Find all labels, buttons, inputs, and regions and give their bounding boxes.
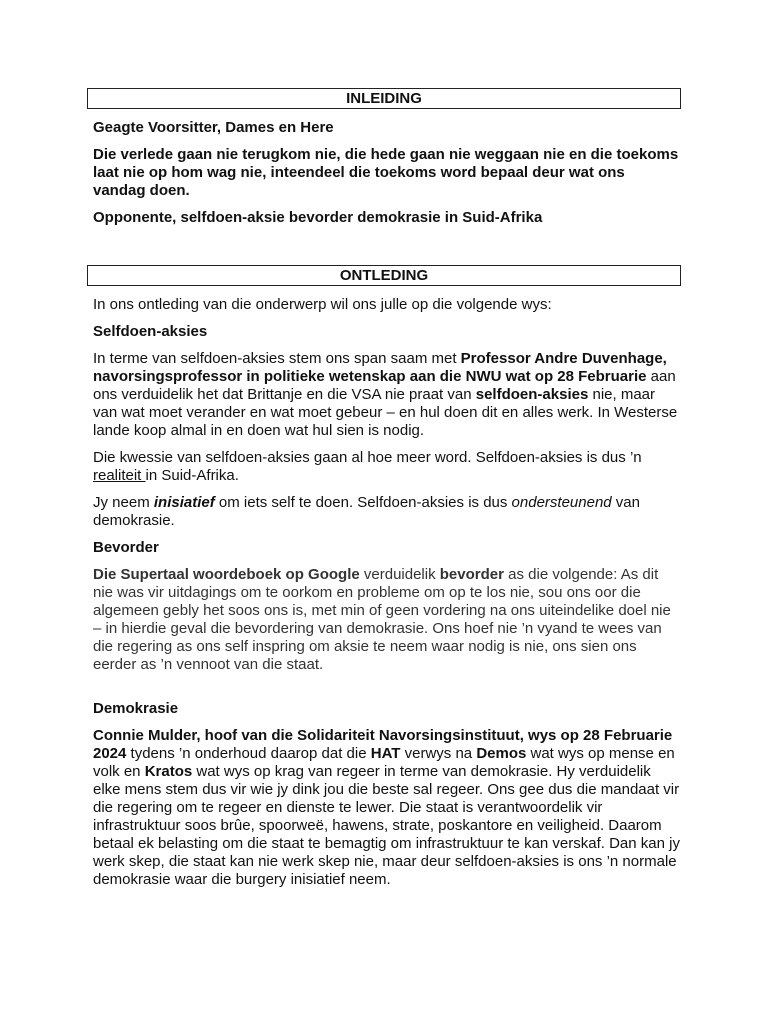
- bevorder-title: Bevorder: [93, 539, 159, 556]
- intro-heading: INLEIDING: [87, 88, 681, 109]
- analysis-lead: In ons ontleding van die onderwerp wil ons julle op die volgende wys:: [93, 296, 552, 313]
- salutation: Geagte Voorsitter, Dames en Here: [93, 119, 334, 136]
- selfdoen-paragraph-1: In terme van selfdoen-aksies stem ons span saam met Professor Andre Duvenhage, navorsingsprofessor in politieke wetenskap aan die NWU wat op 28 Februarie aan ons verduidelik het dat Brittanje en die VSA nie praat van selfdoen-aksies nie, maar van wat moet verander en wat moet gebeur – en hul doen dit en alles werk. In Westerse lande koop almal in en doen wat hul sien is nodig.: [93, 350, 678, 439]
- opening-quote: Die verlede gaan nie terugkom nie, die hede gaan nie weggaan nie en die toekoms laat nie op hom wag nie, inteendeel die toekoms word bepaal deur wat ons vandag doen.: [93, 146, 679, 199]
- demokrasie-title: Demokrasie: [93, 700, 179, 717]
- document-page: [87, 88, 681, 898]
- bevorder-paragraph: Die Supertaal woordeboek op Google verduidelik bevorder as die volgende: As dit nie was vir uitdagings om te oorkom en probleme om op te los nie, sou ons oor die algemeen gebly het soos ons is, met min of geen vordering na ons uiteindelike doel nie – in hierdie geval die bevordering van demokrasie. Ons hoef nie ’n vyand te wees van die regering as ons self inspring om aksie te neem waar nodig is nie, ons sien ons eerder as ’n vennoot van die staat.: [93, 566, 671, 673]
- selfdoen-title: Selfdoen-aksies: [93, 323, 208, 340]
- demokrasie-paragraph: Connie Mulder, hoof van die Solidariteit Navorsingsinstituut, wys op 28 Februarie 2024 tydens ’n onderhoud daarop dat die HAT verwys na Demos wat wys op mense en volk en Kratos wat wys op krag van regeer in terme van demokrasie. Hy verduidelik elke mens stem dus vir wie jy dink jou die beste sal regeer. Ons gee dus die mandaat vir die regering om te regeer en dienste te lewer. Die staat is verantwoordelik vir infrastruktuur soos brûe, spoorweë, hawens, strate, poskantore en veiligheid. Daarom betaal ek belasting om die staat te bemagtig om infrastruktuur te kan verskaf. Dan kan jy werk skep, die staat kan nie werk skep nie, maar deur selfdoen-aksies is ons ’n normale demokrasie waar die burgery inisiatief neem.: [93, 727, 680, 888]
- selfdoen-paragraph-2: Die kwessie van selfdoen-aksies gaan al hoe meer word. Selfdoen-aksies is dus ’n realiteit in Suid-Afrika.: [93, 449, 642, 484]
- analysis-heading: ONTLEDING: [87, 265, 681, 286]
- debate-statement: Opponente, selfdoen-aksie bevorder demokrasie in Suid-Afrika: [93, 209, 543, 226]
- selfdoen-paragraph-3: Jy neem inisiatief om iets self te doen. Selfdoen-aksies is dus ondersteunend van demokrasie.: [93, 494, 640, 529]
